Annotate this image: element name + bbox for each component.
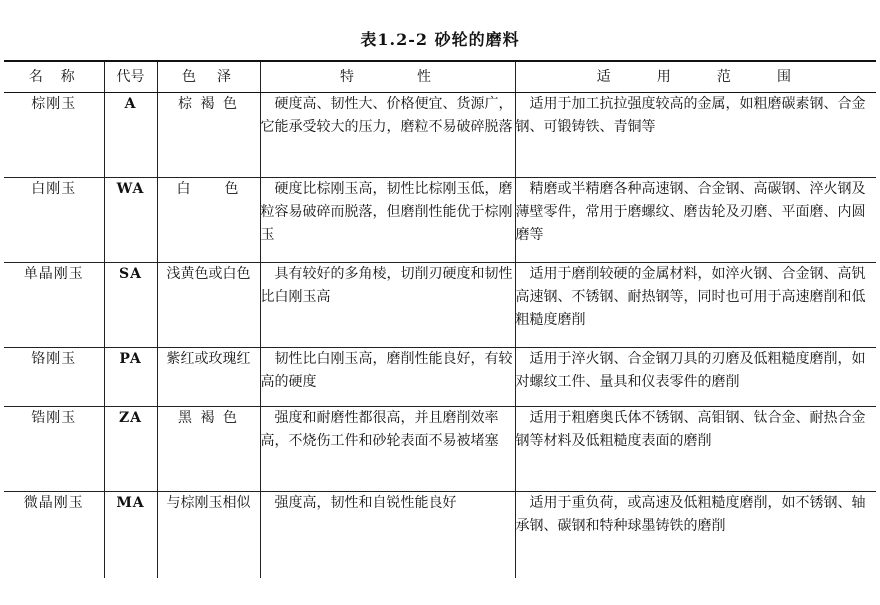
abrasive-feature: 韧性比白刚玉高，磨削性能良好，有较高的硬度 (260, 348, 515, 407)
abrasive-feature: 强度和耐磨性都很高，并且磨削效率高，不烧伤工件和砂轮表面不易被堵塞 (260, 407, 515, 492)
abrasive-code: A (104, 93, 157, 178)
table-row (4, 178, 876, 263)
header-name (4, 61, 104, 93)
header-application-char-2: 用 (656, 68, 675, 85)
abrasive-application: 适用于加工抗拉强度较高的金属，如粗磨碳素钢、合金钢、可锻铸铁、青铜等 (515, 93, 876, 178)
abrasive-name: 铬刚玉 (4, 348, 104, 407)
abrasive-code: WA (104, 178, 157, 263)
abrasive-color: 棕 褐 色 (157, 93, 260, 178)
table-row (4, 407, 876, 492)
abrasive-code: MA (104, 492, 157, 579)
abrasive-name: 棕刚玉 (4, 93, 104, 178)
abrasive-application: 适用于磨削较硬的金属材料，如淬火钢、合金钢、高钒高速钢、不锈钢、耐热钢等，同时也可用于高速磨削和低粗糙度磨削 (515, 263, 876, 348)
abrasive-color: 黑 褐 色 (157, 407, 260, 492)
header-name-char-2: 称 (60, 68, 79, 85)
abrasive-application: 适用于淬火钢、合金钢刀具的刃磨及低粗糙度磨削，如对螺纹工件、量具和仪表零件的磨削 (515, 348, 876, 407)
abrasive-color: 白 色 (157, 178, 260, 263)
abrasive-application: 适用于粗磨奥氏体不锈钢、高钼钢、钛合金、耐热合金钢等材料及低粗糙度表面的磨削 (515, 407, 876, 492)
abrasive-application: 精磨或半精磨各种高速钢、合金钢、高碳钢、淬火钢及薄壁零件，常用于磨螺纹、磨齿轮及刃磨、平面磨、内圆磨等 (515, 178, 876, 263)
abrasive-name: 单晶刚玉 (4, 263, 104, 348)
table-title: 表1.2-2 砂轮的磨料 (360, 30, 520, 49)
abrasive-color: 浅黄色或白色 (157, 263, 260, 348)
abrasive-name: 锆刚玉 (4, 407, 104, 492)
abrasive-feature: 具有较好的多角棱，切削刃硬度和韧性比白刚玉高 (260, 263, 515, 348)
header-row (4, 61, 876, 93)
abrasive-code: PA (104, 348, 157, 407)
table-row (4, 492, 876, 579)
abrasive-code: ZA (104, 407, 157, 492)
table-row (4, 93, 876, 178)
abrasive-color: 与棕刚玉相似 (157, 492, 260, 579)
table-row (4, 348, 876, 407)
abrasive-code: SA (104, 263, 157, 348)
header-application-char-1: 适 (596, 68, 615, 85)
header-feature-char-2: 性 (417, 68, 435, 85)
abrasive-name: 微晶刚玉 (4, 492, 104, 579)
header-application-char-4: 围 (776, 68, 795, 85)
header-code: 代号 (104, 61, 157, 93)
abrasive-application: 适用于重负荷，或高速及低粗糙度磨削，如不锈钢、轴承钢、碳钢和特种球墨铸铁的磨削 (515, 495, 866, 534)
header-application-char-3: 范 (716, 68, 735, 85)
header-application (515, 61, 876, 93)
header-feature (260, 61, 515, 93)
abrasive-feature: 硬度比棕刚玉高，韧性比棕刚玉低，磨粒容易破碎而脱落，但磨削性能优于棕刚玉 (260, 178, 515, 263)
header-color-char-1: 色 (182, 68, 200, 85)
header-color (157, 61, 260, 93)
abrasives-table (4, 60, 876, 578)
table-row (4, 263, 876, 348)
header-feature-char-1: 特 (340, 68, 358, 85)
header-color-char-2: 泽 (217, 68, 235, 85)
header-name-char-1: 名 (28, 68, 47, 85)
abrasive-color: 紫红或玫瑰红 (157, 348, 260, 407)
abrasive-feature: 硬度高、韧性大、价格便宜、货源广，它能承受较大的压力，磨粒不易破碎脱落 (260, 93, 515, 178)
abrasive-name: 白刚玉 (4, 178, 104, 263)
abrasive-feature: 强度高，韧性和自锐性能良好 (260, 492, 515, 579)
